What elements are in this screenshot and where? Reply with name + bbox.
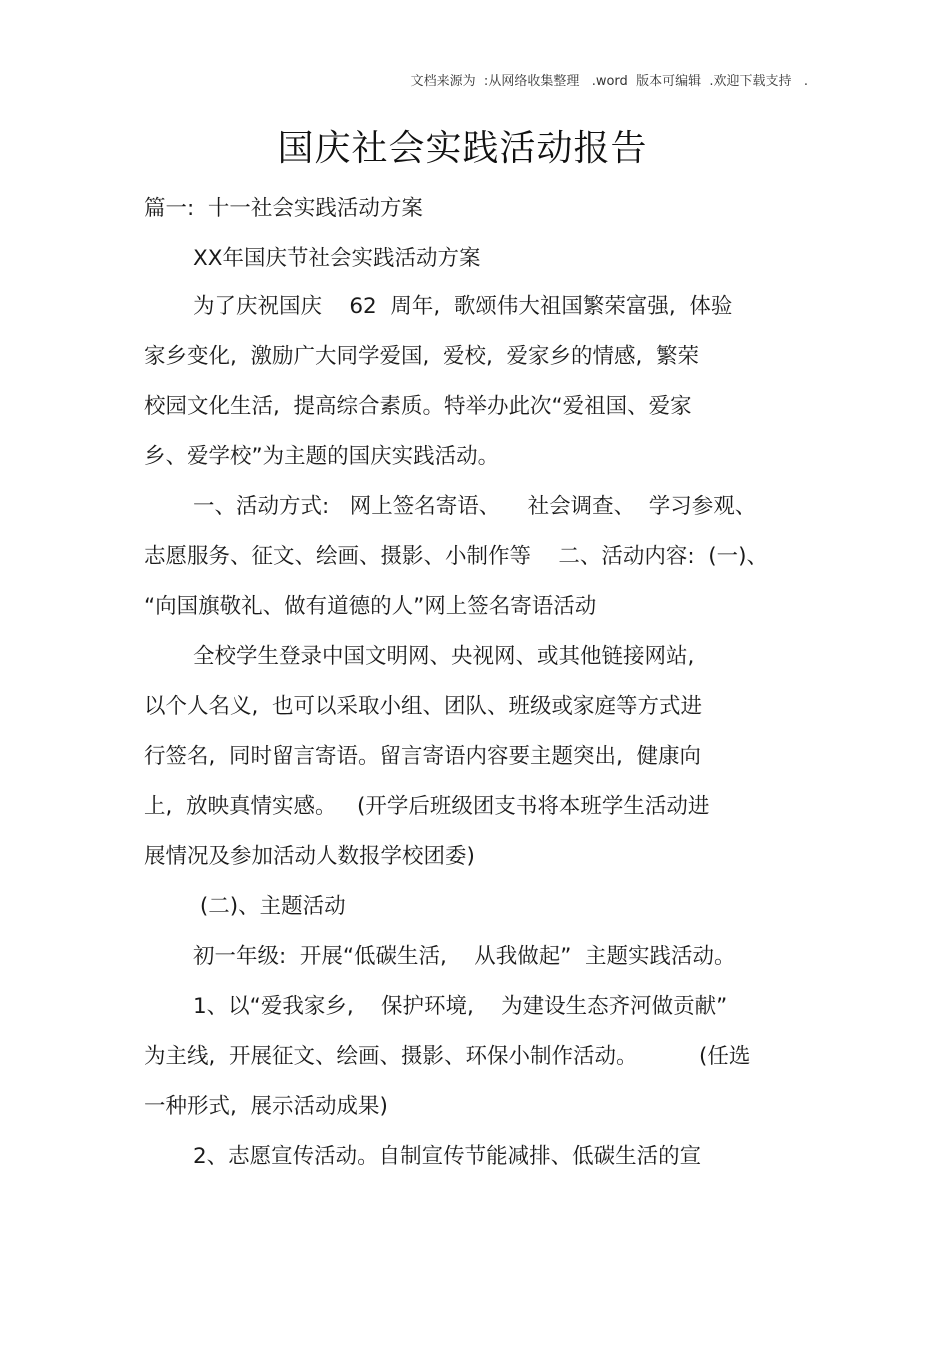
text-line: 全校学生登录中国文明网、央视网、或其他链接网站,: [193, 644, 695, 669]
text-line: 为了庆祝国庆 62 周年, 歌颂伟大祖国繁荣富强, 体验: [193, 294, 733, 319]
text-line: 为主线, 开展征文、绘画、摄影、环保小制作活动。 (任选: [144, 1044, 751, 1069]
text-line: 乡、爱学校”为主题的国庆实践活动。: [144, 444, 500, 469]
section-heading: 篇一: 十一社会实践活动方案: [144, 196, 423, 221]
text-line: 上, 放映真情实感。 (开学后班级团支书将本班学生活动进: [144, 794, 710, 819]
page-header-note: 文档来源为 :从网络收集整理 .word 版本可编辑 .欢迎下载支持 .: [410, 74, 808, 89]
document-title: 国庆社会实践活动报告: [277, 128, 648, 169]
plan-title: XX年国庆节社会实践活动方案: [193, 246, 481, 271]
text-line: 展情况及参加活动人数报学校团委): [144, 844, 475, 869]
subsection-heading: (二)、主题活动: [193, 894, 346, 919]
text-line: 初一年级: 开展“低碳生活, 从我做起” 主题实践活动。: [193, 944, 736, 969]
text-line: 以个人名义, 也可以采取小组、团队、班级或家庭等方式进: [144, 694, 703, 719]
text-line: “向国旗敬礼、做有道德的人”网上签名寄语活动: [144, 594, 597, 619]
text-line: 一、活动方式: 网上签名寄语、 社会调查、 学习参观、: [193, 494, 757, 519]
text-line: 2、志愿宣传活动。自制宣传节能减排、低碳生活的宣: [193, 1144, 702, 1169]
text-line: 志愿服务、征文、绘画、摄影、小制作等 二、活动内容: (一)、: [144, 544, 769, 569]
text-line: 行签名, 同时留言寄语。留言寄语内容要主题突出, 健康向: [144, 744, 702, 769]
text-line: 校园文化生活, 提高综合素质。特举办此次“爱祖国、爱家: [144, 394, 692, 419]
text-line: 家乡变化, 激励广大同学爱国, 爱校, 爱家乡的情感, 繁荣: [144, 344, 700, 369]
text-line: 1、以“爱我家乡, 保护环境, 为建设生态齐河做贡献”: [193, 994, 728, 1019]
text-line: 一种形式, 展示活动成果): [144, 1094, 388, 1119]
